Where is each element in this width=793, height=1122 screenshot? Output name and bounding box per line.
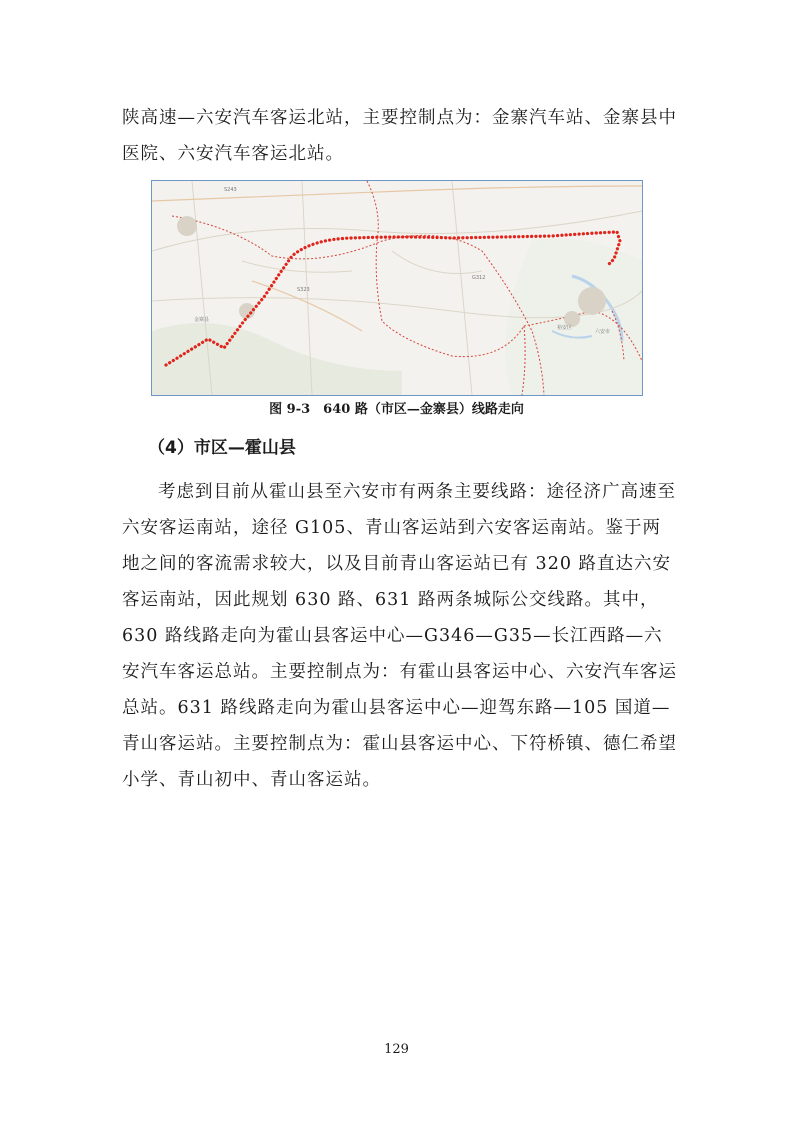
intro-paragraph: 陕高速—六安汽车客运北站，主要控制点为：金寨汽车站、金寨县中医院、六安汽车客运北站。 xyxy=(122,108,677,164)
page-number: 129 xyxy=(384,1042,409,1057)
route-map-svg xyxy=(152,181,642,395)
route-map xyxy=(151,180,643,396)
label-s323: S323 xyxy=(297,287,310,293)
figure-caption: 图 9-3 640 路（市区—金寨县）线路走向 xyxy=(269,402,524,417)
label-g312: G312 xyxy=(472,275,486,281)
body-paragraph: 考虑到目前从霍山县至六安市有两条主要线路：途径济广高速至六安客运南站，途径 G105、青山客运站到六安客运南站。鉴于两地之间的客流需求较大，以及目前青山客运站已有 320 路直达六安客运南站，因此规划 630 路、631 路两条城际公交线路。其中，630 路线路走向为霍山县客运中心—G346—G35—长江西路—六安汽车客运总站。主要控制点为：有霍山县客运中心、六安汽车客运总站。631 路线路走向为霍山县客运中心—迎驾东路—105 国道—青山客运站。主要控制点为：霍山县客运中心、下符桥镇、德仁希望小学、青山初中、青山客运站。 xyxy=(122,482,677,790)
label-s243: S243 xyxy=(224,187,237,193)
label-yuan: 裕安区 xyxy=(557,325,573,331)
label-jinzhai: 金寨县 xyxy=(194,317,210,323)
section-heading: （4）市区—霍山县 xyxy=(148,438,296,458)
label-luan: 六安市 xyxy=(595,329,611,335)
